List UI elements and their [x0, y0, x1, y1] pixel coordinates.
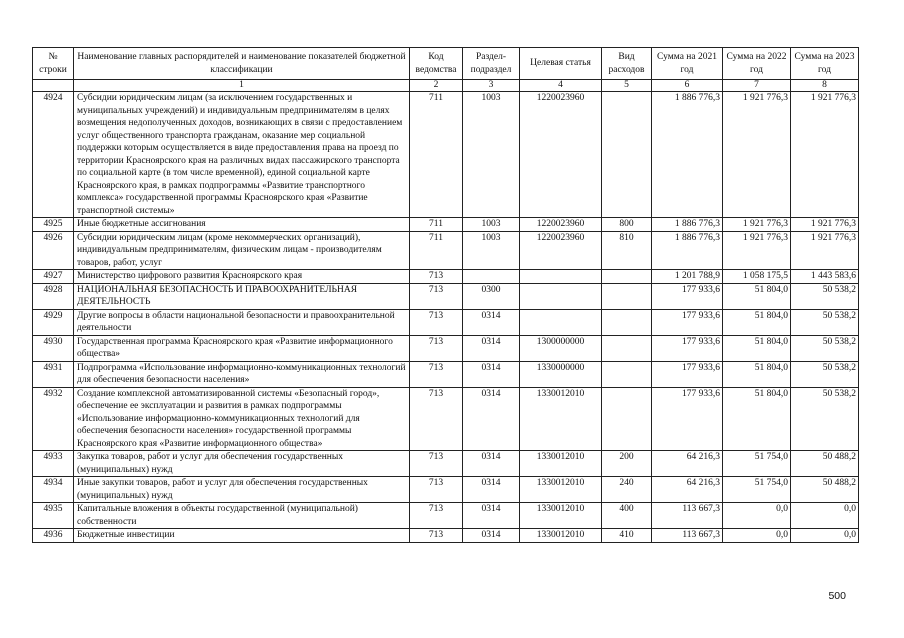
- row-sum-2023: 50 538,2: [791, 361, 859, 387]
- row-target-code: 1220023960: [520, 92, 602, 218]
- column-number: 4: [520, 80, 602, 92]
- row-dept-code: 713: [410, 451, 463, 477]
- row-sum-2021: 177 933,6: [652, 361, 723, 387]
- table-row: [33, 270, 859, 284]
- row-sum-2023: 50 538,2: [791, 309, 859, 335]
- row-sum-2022: 51 804,0: [723, 361, 791, 387]
- row-sum-2022: 1 921 776,3: [723, 218, 791, 232]
- row-sum-2022: 1 921 776,3: [723, 92, 791, 218]
- row-sum-2023: 1 921 776,3: [791, 92, 859, 218]
- table-row: [33, 387, 859, 451]
- row-sum-2023: 1 443 583,6: [791, 270, 859, 284]
- header-section: Раздел-подраздел: [463, 48, 520, 80]
- row-dept-code: 713: [410, 387, 463, 451]
- row-expense-type: 400: [602, 503, 652, 529]
- row-name: Создание комплексной автоматизированной системы «Безопасный город», обеспечение ее эксплуатации и развития в рамках подпрограммы «Использование информационно-коммуникационных технологий для обеспечения безопасности населения» государственной программы Красноярского края «Развитие информационного общества»: [74, 387, 410, 451]
- row-expense-type: 810: [602, 231, 652, 270]
- row-section-code: 0314: [463, 503, 520, 529]
- row-number: 4930: [33, 335, 74, 361]
- page-number: 500: [828, 590, 846, 602]
- row-target-code: 1300000000: [520, 335, 602, 361]
- header-sum-2023: Сумма на 2023 год: [791, 48, 859, 80]
- row-sum-2022: 1 921 776,3: [723, 231, 791, 270]
- row-sum-2021: 1 886 776,3: [652, 231, 723, 270]
- column-number: 6: [652, 80, 723, 92]
- row-sum-2021: 177 933,6: [652, 387, 723, 451]
- header-row: [33, 48, 859, 80]
- row-section-code: 1003: [463, 218, 520, 232]
- row-target-code: [520, 309, 602, 335]
- row-name: Подпрограмма «Использование информационно-коммуникационных технологий для обеспечения безопасности населения»: [74, 361, 410, 387]
- table-row: [33, 92, 859, 218]
- column-number: 2: [410, 80, 463, 92]
- budget-table: [32, 47, 859, 543]
- row-dept-code: 713: [410, 309, 463, 335]
- column-number: 3: [463, 80, 520, 92]
- row-sum-2022: 51 754,0: [723, 451, 791, 477]
- row-number: 4928: [33, 283, 74, 309]
- row-section-code: 0314: [463, 361, 520, 387]
- column-number: 1: [74, 80, 410, 92]
- header-sum-2021: Сумма на 2021 год: [652, 48, 723, 80]
- row-name: Субсидии юридическим лицам (кроме некоммерческих организаций), индивидуальным предпринимателям, физическим лицам - производителям товаров, работ, услуг: [74, 231, 410, 270]
- row-dept-code: 713: [410, 477, 463, 503]
- row-name: Субсидии юридическим лицам (за исключением государственных и муниципальных учреждений) и индивидуальным предпринимателям в целях возмещения недополученных доходов, возникающих в связи с предоставлением услуг общественного транспорта гражданам, оказание мер социальной поддержки которым осуществляется в виде предоставления права на проезд по территории Красноярского края на различных видах пассажирского транспорта по социальной карте (в том числе временной), единой социальной карте Красноярского края, в рамках подпрограммы «Развитие транспортного комплекса» государственной программы Красноярского края «Развитие транспортной системы»: [74, 92, 410, 218]
- column-numbers-row: [33, 80, 859, 92]
- header-sum-2022: Сумма на 2022 год: [723, 48, 791, 80]
- row-dept-code: 713: [410, 283, 463, 309]
- row-number: 4935: [33, 503, 74, 529]
- row-sum-2021: 113 667,3: [652, 529, 723, 543]
- header-target: Целевая статья: [520, 48, 602, 80]
- row-number: 4936: [33, 529, 74, 543]
- row-target-code: 1220023960: [520, 218, 602, 232]
- row-number: 4934: [33, 477, 74, 503]
- row-number: 4933: [33, 451, 74, 477]
- row-expense-type: [602, 387, 652, 451]
- row-sum-2022: 0,0: [723, 529, 791, 543]
- row-dept-code: 711: [410, 92, 463, 218]
- row-dept-code: 711: [410, 218, 463, 232]
- row-expense-type: [602, 283, 652, 309]
- row-number: 4925: [33, 218, 74, 232]
- row-name: Капитальные вложения в объекты государственной (муниципальной) собственности: [74, 503, 410, 529]
- row-sum-2022: 51 804,0: [723, 283, 791, 309]
- row-sum-2023: 50 538,2: [791, 283, 859, 309]
- row-section-code: 0314: [463, 309, 520, 335]
- row-target-code: 1330012010: [520, 451, 602, 477]
- row-sum-2023: 0,0: [791, 529, 859, 543]
- column-number: 7: [723, 80, 791, 92]
- row-sum-2021: 64 216,3: [652, 451, 723, 477]
- row-expense-type: [602, 309, 652, 335]
- row-dept-code: 713: [410, 270, 463, 284]
- row-name: Министерство цифрового развития Красноярского края: [74, 270, 410, 284]
- row-expense-type: [602, 92, 652, 218]
- row-number: 4929: [33, 309, 74, 335]
- row-number: 4932: [33, 387, 74, 451]
- row-sum-2023: 1 921 776,3: [791, 231, 859, 270]
- table-row: [33, 451, 859, 477]
- row-expense-type: 200: [602, 451, 652, 477]
- column-number: 8: [791, 80, 859, 92]
- row-number: 4931: [33, 361, 74, 387]
- row-sum-2023: 1 921 776,3: [791, 218, 859, 232]
- row-expense-type: 240: [602, 477, 652, 503]
- row-name: Закупка товаров, работ и услуг для обеспечения государственных (муниципальных) нужд: [74, 451, 410, 477]
- header-row-no: № строки: [33, 48, 74, 80]
- row-sum-2021: 177 933,6: [652, 335, 723, 361]
- table-row: [33, 529, 859, 543]
- table-row: [33, 218, 859, 232]
- row-sum-2023: 50 538,2: [791, 335, 859, 361]
- table-row: [33, 503, 859, 529]
- row-expense-type: 410: [602, 529, 652, 543]
- row-number: 4924: [33, 92, 74, 218]
- table-row: [33, 477, 859, 503]
- row-sum-2023: 50 488,2: [791, 477, 859, 503]
- row-dept-code: 713: [410, 335, 463, 361]
- row-target-code: 1330012010: [520, 477, 602, 503]
- row-sum-2023: 50 538,2: [791, 387, 859, 451]
- row-name: Иные закупки товаров, работ и услуг для обеспечения государственных (муниципальных) нужд: [74, 477, 410, 503]
- row-sum-2021: 1 886 776,3: [652, 218, 723, 232]
- row-sum-2023: 0,0: [791, 503, 859, 529]
- table-row: [33, 231, 859, 270]
- row-number: 4926: [33, 231, 74, 270]
- row-name: Другие вопросы в области национальной безопасности и правоохранительной деятельности: [74, 309, 410, 335]
- row-name: Иные бюджетные ассигнования: [74, 218, 410, 232]
- row-sum-2021: 177 933,6: [652, 309, 723, 335]
- row-sum-2023: 50 488,2: [791, 451, 859, 477]
- row-sum-2022: 51 754,0: [723, 477, 791, 503]
- row-number: 4927: [33, 270, 74, 284]
- row-dept-code: 713: [410, 503, 463, 529]
- column-number: [33, 80, 74, 92]
- row-section-code: 1003: [463, 231, 520, 270]
- row-sum-2021: 64 216,3: [652, 477, 723, 503]
- row-section-code: 0314: [463, 477, 520, 503]
- row-sum-2021: 1 201 788,9: [652, 270, 723, 284]
- row-dept-code: 713: [410, 361, 463, 387]
- row-section-code: [463, 270, 520, 284]
- column-number: 5: [602, 80, 652, 92]
- row-sum-2022: 51 804,0: [723, 335, 791, 361]
- row-sum-2022: 1 058 175,5: [723, 270, 791, 284]
- row-target-code: 1330012010: [520, 387, 602, 451]
- row-sum-2021: 113 667,3: [652, 503, 723, 529]
- row-target-code: 1220023960: [520, 231, 602, 270]
- header-dept: Код ведомства: [410, 48, 463, 80]
- row-target-code: 1330012010: [520, 503, 602, 529]
- row-target-code: [520, 270, 602, 284]
- row-expense-type: [602, 270, 652, 284]
- row-section-code: 0314: [463, 335, 520, 361]
- row-dept-code: 711: [410, 231, 463, 270]
- table-row: [33, 335, 859, 361]
- row-target-code: [520, 283, 602, 309]
- row-sum-2022: 51 804,0: [723, 309, 791, 335]
- row-expense-type: 800: [602, 218, 652, 232]
- row-sum-2021: 1 886 776,3: [652, 92, 723, 218]
- row-dept-code: 713: [410, 529, 463, 543]
- row-section-code: 0314: [463, 387, 520, 451]
- row-sum-2022: 51 804,0: [723, 387, 791, 451]
- row-sum-2021: 177 933,6: [652, 283, 723, 309]
- row-expense-type: [602, 361, 652, 387]
- header-expense-type: Вид расходов: [602, 48, 652, 80]
- row-name: Бюджетные инвестиции: [74, 529, 410, 543]
- row-section-code: 0314: [463, 529, 520, 543]
- row-target-code: 1330012010: [520, 529, 602, 543]
- table-row: [33, 361, 859, 387]
- row-section-code: 1003: [463, 92, 520, 218]
- budget-sheet: [32, 47, 859, 543]
- table-row: [33, 283, 859, 309]
- row-section-code: 0314: [463, 451, 520, 477]
- row-section-code: 0300: [463, 283, 520, 309]
- header-name: Наименование главных распорядителей и наименование показателей бюджетной классификации: [74, 48, 410, 80]
- row-name: Государственная программа Красноярского края «Развитие информационного общества»: [74, 335, 410, 361]
- row-name: НАЦИОНАЛЬНАЯ БЕЗОПАСНОСТЬ И ПРАВООХРАНИТЕЛЬНАЯ ДЕЯТЕЛЬНОСТЬ: [74, 283, 410, 309]
- row-expense-type: [602, 335, 652, 361]
- row-target-code: 1330000000: [520, 361, 602, 387]
- table-row: [33, 309, 859, 335]
- row-sum-2022: 0,0: [723, 503, 791, 529]
